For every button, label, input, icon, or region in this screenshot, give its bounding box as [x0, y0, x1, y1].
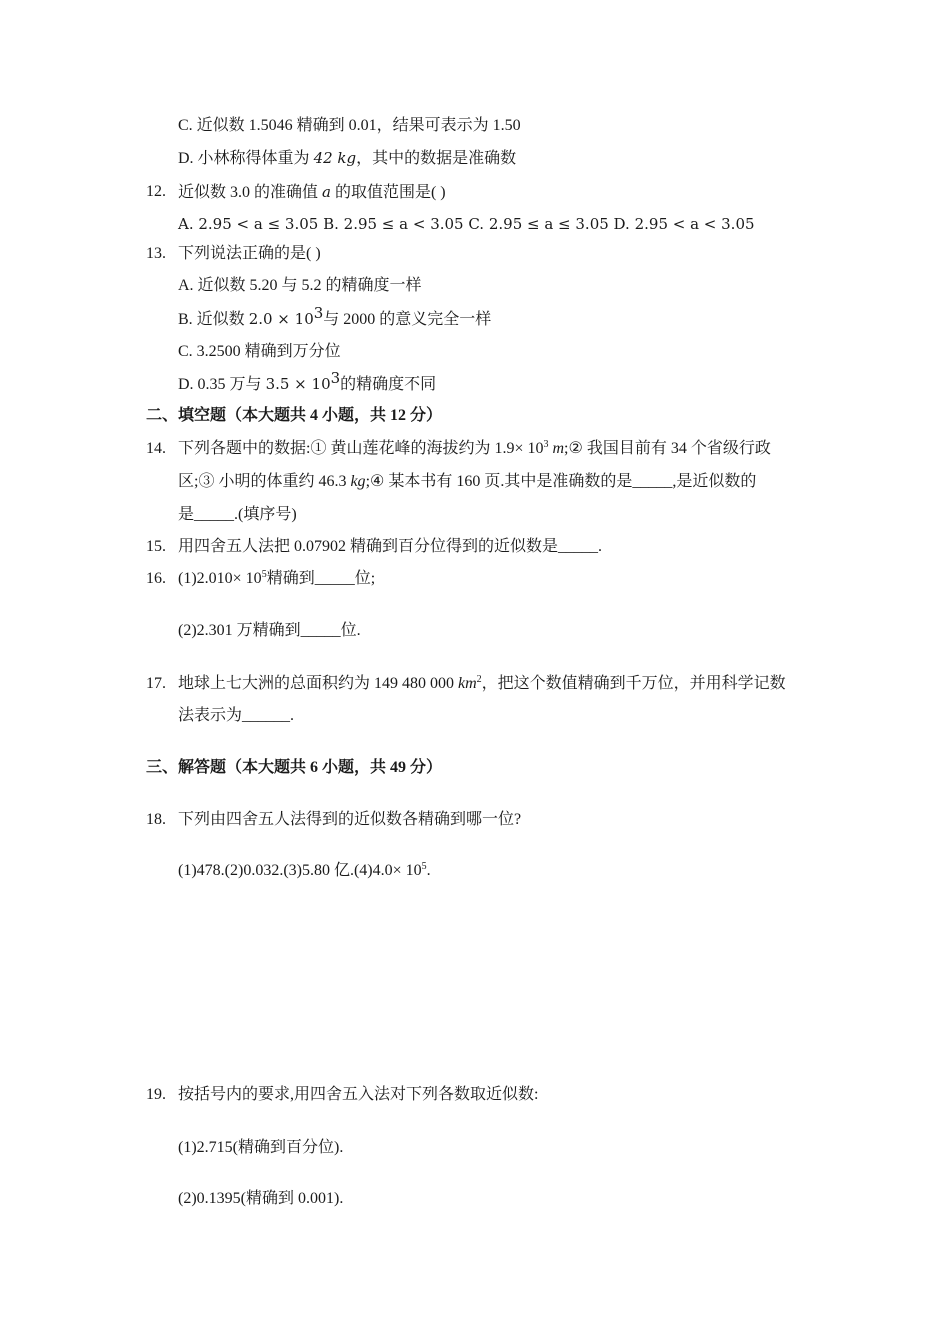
q16-part-2: (2)2.301 万精确到_____位.	[178, 622, 361, 639]
q13-option-d-math: 3.5 × 10	[265, 375, 331, 393]
q15-number: 15.	[146, 538, 166, 555]
q14-line-1-text-end: ;② 我国目前有 34 个省级行政	[564, 440, 771, 457]
q17-exponent: 2	[476, 674, 482, 685]
q13-option-c: C. 3.2500 精确到万分位	[178, 343, 341, 360]
q19-stem: 按括号内的要求,用四舍五入法对下列各数取近似数:	[178, 1086, 539, 1103]
q16-part-1-text: (1)2.010× 10	[178, 570, 262, 587]
q11-option-d-math: 42 kg	[313, 149, 357, 167]
q12-stem-text: 近似数 3.0 的准确值	[178, 184, 323, 201]
q19-number: 19.	[146, 1086, 166, 1103]
q13-option-b-math: 2.0 × 10	[248, 310, 314, 328]
q15-stem: 用四舍五人法把 0.07902 精确到百分位得到的近似数是_____.	[178, 538, 603, 555]
q17-line-1-text-end: ，把这个数值精确到千万位，并用科学记数	[481, 675, 786, 692]
q17-line-1-text: 地球上七大洲的总面积约为 149 480 000	[178, 675, 459, 692]
q18-items-text: (1)478.(2)0.032.(3)5.80 亿.(4)4.0× 10	[178, 862, 422, 879]
q13-stem: 下列说法正确的是( )	[178, 245, 321, 262]
q17-line-1	[178, 673, 786, 695]
q12-stem-text-end: 的取值范围是( )	[330, 184, 446, 201]
q18-items	[178, 860, 431, 882]
q18-stem: 下列由四舍五人法得到的近似数各精确到哪一位?	[178, 811, 522, 828]
q14-line-2-text-end: ;④ 某本书有 160 页.其中是准确数的是_____,是近似数的	[365, 473, 757, 490]
q14-number: 14.	[146, 440, 166, 457]
q11-option-c: C. 近似数 1.5046 精确到 0.01，结果可表示为 1.50	[178, 117, 521, 134]
q13-option-d	[178, 369, 437, 395]
q14-unit-kg: kg	[350, 473, 366, 490]
q13-option-d-exponent: 3	[330, 369, 341, 387]
q14-line-2	[178, 471, 756, 493]
q11-option-d-text-end: ，其中的数据是准确数	[356, 150, 517, 167]
q12-number: 12.	[146, 183, 166, 200]
q13-option-d-text-end: 的精确度不同	[340, 376, 437, 393]
q14-line-1-text: 下列各题中的数据:① 黄山莲花峰的海拔约为 1.9× 10	[178, 440, 544, 457]
q13-option-b-text-end: 与 2000 的意义完全一样	[323, 311, 492, 328]
q16-part-1-text-end: 精确到_____位;	[266, 570, 376, 587]
q18-number: 18.	[146, 811, 166, 828]
q17-number: 17.	[146, 675, 166, 692]
q14-unit-m: m	[548, 440, 565, 457]
q14-exponent: 3	[543, 439, 549, 450]
q13-option-b	[178, 304, 492, 330]
q16-exponent: 5	[261, 569, 267, 580]
q12-stem	[178, 181, 446, 203]
q12-options: A. 2.95 < a ≤ 3.05 B. 2.95 ≤ a < 3.05 C. 2.95 ≤ a ≤ 3.05 D. 2.95 < a < 3.05	[178, 215, 755, 233]
q14-line-2-text: 区;③ 小明的体重约 46.3	[178, 473, 351, 490]
q18-exponent: 5	[421, 861, 427, 872]
q13-option-b-text: B. 近似数	[178, 311, 249, 328]
q13-option-d-text: D. 0.35 万与	[178, 376, 266, 393]
q16-number: 16.	[146, 570, 166, 587]
q12-variable: a	[322, 183, 331, 201]
q19-part-1: (1)2.715(精确到百分位).	[178, 1139, 344, 1156]
q17-unit-km: km	[458, 675, 477, 692]
q17-line-2: 法表示为______.	[178, 707, 295, 724]
q11-option-d	[178, 147, 516, 169]
q14-line-3: 是_____.(填序号)	[178, 506, 297, 523]
q19-part-2: (2)0.1395(精确到 0.001).	[178, 1190, 344, 1207]
q11-option-d-text: D. 小林称得体重为	[178, 150, 314, 167]
section-3-heading: 三、解答题（本大题共 6 小题，共 49 分）	[146, 759, 443, 776]
q13-option-b-exponent: 3	[313, 304, 324, 322]
q18-items-text-end: .	[426, 862, 431, 879]
section-2-heading: 二、填空题（本大题共 4 小题，共 12 分）	[146, 407, 443, 424]
q16-part-1	[178, 568, 375, 590]
q13-number: 13.	[146, 245, 166, 262]
q14-line-1	[178, 438, 771, 460]
q13-option-a: A. 近似数 5.20 与 5.2 的精确度一样	[178, 277, 422, 294]
